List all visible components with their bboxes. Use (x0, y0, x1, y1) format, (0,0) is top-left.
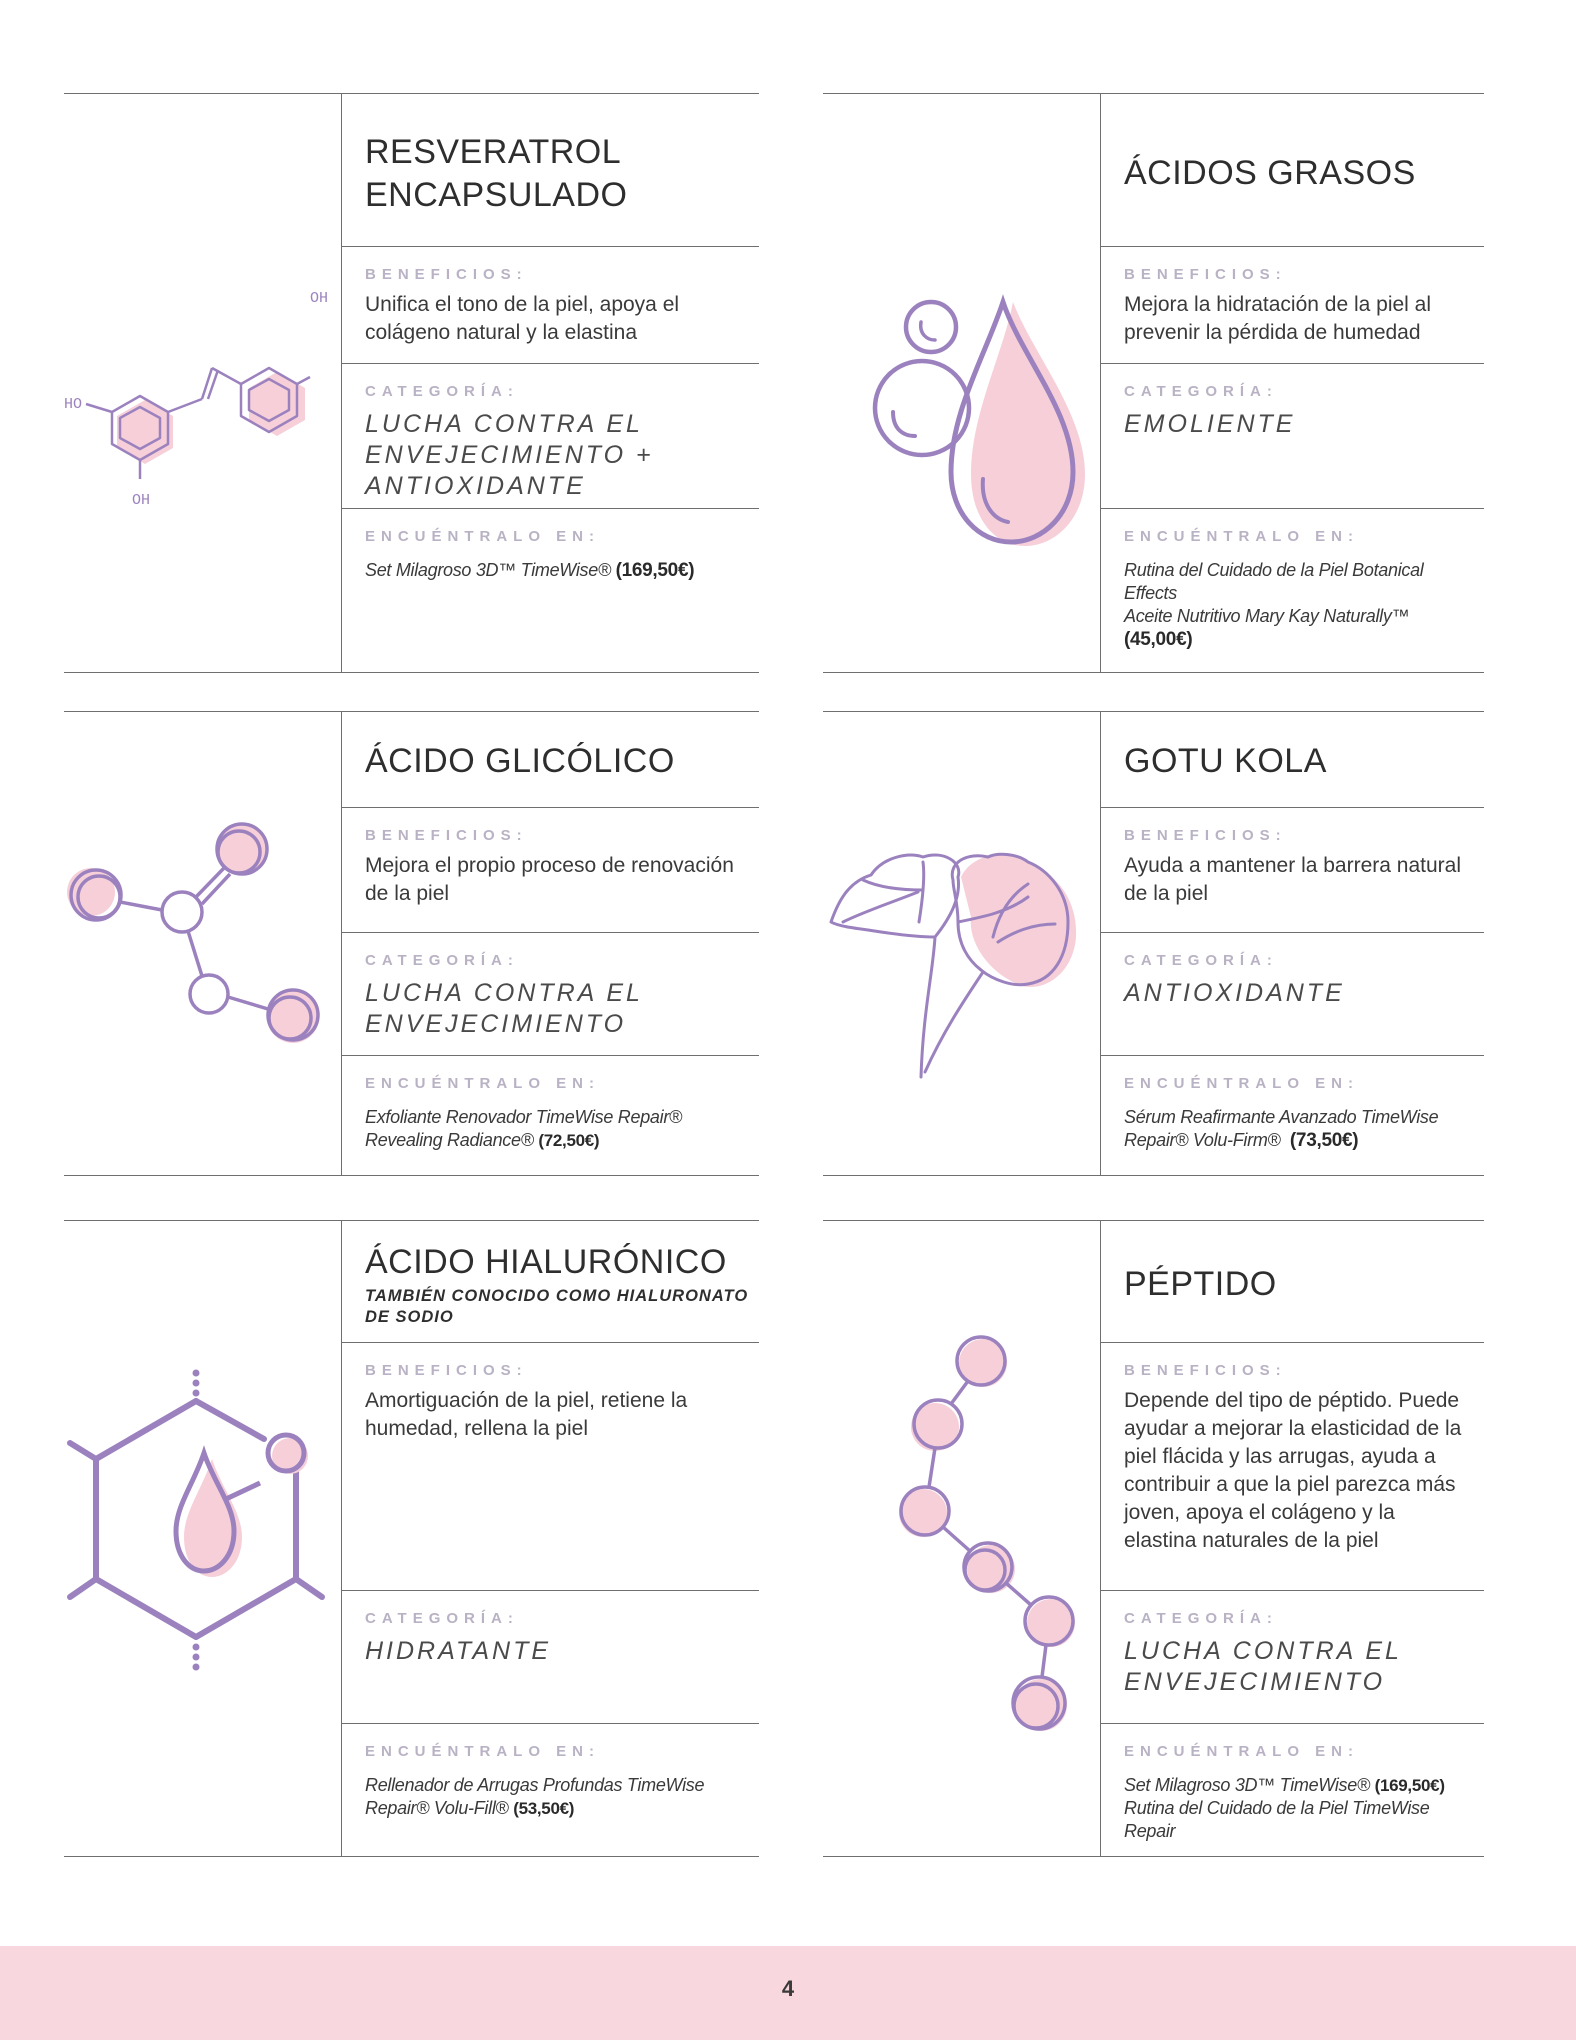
benefits-text: Amortiguación de la piel, retiene la humedad, rellena la piel (365, 1389, 688, 1440)
oh-label-top: OH (310, 290, 329, 307)
icon-panel (64, 94, 342, 672)
page-footer (0, 1946, 1576, 2040)
icon-panel (823, 1221, 1101, 1856)
find-text (365, 559, 759, 582)
category-label: CATEGORÍA: (1124, 383, 1278, 400)
card-title: PÉPTIDO (1124, 1265, 1277, 1303)
ingredient-card-peptido (823, 1220, 1484, 1857)
oil-drop-bubbles-icon (823, 94, 1101, 674)
card-title: ÁCIDO GLICÓLICO (365, 742, 675, 780)
find-text (1124, 1106, 1484, 1152)
benefits-label: BENEFICIOS: (1124, 1362, 1287, 1379)
glycolic-molecule-icon (64, 712, 342, 1177)
find-text (1124, 1774, 1484, 1843)
product-name: Set Milagroso 3D™ TimeWise® (365, 560, 611, 580)
product-name-1: Rutina del Cuidado de la Piel Botanical Effects (1124, 560, 1424, 603)
category-label: CATEGORÍA: (365, 952, 519, 969)
page-number: 4 (781, 1976, 795, 2001)
benefits-text: Ayuda a mantener la barrera natural de la piel (1124, 854, 1461, 905)
find-text (1124, 559, 1484, 651)
find-text (365, 1774, 759, 1820)
category-text: LUCHA CONTRA EL ENVEJECIMIENTO (1124, 1637, 1402, 1696)
ingredient-card-acido-hialuronico (64, 1220, 759, 1857)
icon-panel (64, 712, 342, 1175)
card-title: ÁCIDO HIALURÓNICO (365, 1243, 727, 1281)
ingredient-card-gotu-kola (823, 711, 1484, 1176)
product-name: Sérum Reafirmante Avanzado TimeWise Repair® Volu-Firm® (1124, 1107, 1439, 1150)
category-text: HIDRATANTE (365, 1637, 552, 1665)
category-label: CATEGORÍA: (1124, 1610, 1278, 1627)
benefits-text: Depende del tipo de péptido. Puede ayudar a mejorar la elasticidad de la piel flácida y las arrugas, ayuda a contribuir a que la piel parezca más joven, apoya el colágeno y la elastina naturales de la piel (1124, 1389, 1462, 1552)
gotu-kola-leaf-icon (823, 712, 1101, 1177)
benefits-label: BENEFICIOS: (365, 827, 528, 844)
find-label: ENCUÉNTRALO EN: (1124, 528, 1359, 545)
ingredient-card-acido-glicolico (64, 711, 759, 1176)
resveratrol-molecule-icon (64, 94, 342, 674)
product-price: (45,00€) (1124, 629, 1193, 650)
card-subtitle: TAMBIÉN CONOCIDO COMO HIALURONATO DE SODIO (365, 1287, 749, 1326)
ingredient-card-resveratrol (64, 93, 759, 673)
benefits-text: Unifica el tono de la piel, apoya el colágeno natural y la elastina (365, 293, 680, 344)
category-label: CATEGORÍA: (365, 1610, 519, 1627)
category-label: CATEGORÍA: (1124, 952, 1278, 969)
find-label: ENCUÉNTRALO EN: (365, 1743, 600, 1760)
hexagon-drop-icon (64, 1221, 342, 1858)
category-text: LUCHA CONTRA EL ENVEJECIMIENTO + ANTIOXIDANTE (365, 410, 654, 500)
category-text: EMOLIENTE (1124, 410, 1296, 438)
benefits-label: BENEFICIOS: (1124, 827, 1287, 844)
product-price: (53,50€) (513, 1799, 575, 1818)
find-label: ENCUÉNTRALO EN: (1124, 1075, 1359, 1092)
ingredient-card-acidos-grasos (823, 93, 1484, 673)
find-label: ENCUÉNTRALO EN: (1124, 1743, 1359, 1760)
icon-panel (823, 94, 1101, 672)
card-title: ÁCIDOS GRASOS (1124, 154, 1416, 192)
benefits-label: BENEFICIOS: (1124, 266, 1287, 283)
category-label: CATEGORÍA: (365, 383, 519, 400)
card-title: GOTU KOLA (1124, 742, 1327, 780)
icon-panel (823, 712, 1101, 1175)
product-name-2: Aceite Nutritivo Mary Kay Naturally™ (1124, 606, 1410, 626)
oh-label-bottom: OH (132, 492, 151, 509)
find-label: ENCUÉNTRALO EN: (365, 1075, 600, 1092)
find-label: ENCUÉNTRALO EN: (365, 528, 600, 545)
product-name-2: Rutina del Cuidado de la Piel TimeWise Repair (1124, 1798, 1430, 1841)
category-text: LUCHA CONTRA EL ENVEJECIMIENTO (365, 979, 643, 1038)
product-price: (169,50€) (1374, 1776, 1445, 1795)
ho-label-left: HO (64, 396, 83, 413)
peptide-chain-icon (823, 1221, 1101, 1858)
benefits-label: BENEFICIOS: (365, 266, 528, 283)
product-price: (169,50€) (615, 560, 695, 581)
product-name: Exfoliante Renovador TimeWise Repair® Revealing Radiance® (365, 1107, 682, 1150)
product-name-1: Set Milagroso 3D™ TimeWise® (1124, 1775, 1370, 1795)
product-price: (73,50€) (1289, 1130, 1359, 1151)
benefits-label: BENEFICIOS: (365, 1362, 528, 1379)
product-name: Rellenador de Arrugas Profundas TimeWise Repair® Volu-Fill® (365, 1775, 705, 1818)
category-text: ANTIOXIDANTE (1124, 979, 1345, 1007)
icon-panel (64, 1221, 342, 1856)
find-text (365, 1106, 759, 1152)
card-title: RESVERATROL ENCAPSULADO (365, 133, 628, 214)
product-price: (72,50€) (538, 1131, 600, 1150)
benefits-text: Mejora el propio proceso de renovación de la piel (365, 854, 734, 905)
benefits-text: Mejora la hidratación de la piel al prevenir la pérdida de humedad (1124, 293, 1432, 344)
